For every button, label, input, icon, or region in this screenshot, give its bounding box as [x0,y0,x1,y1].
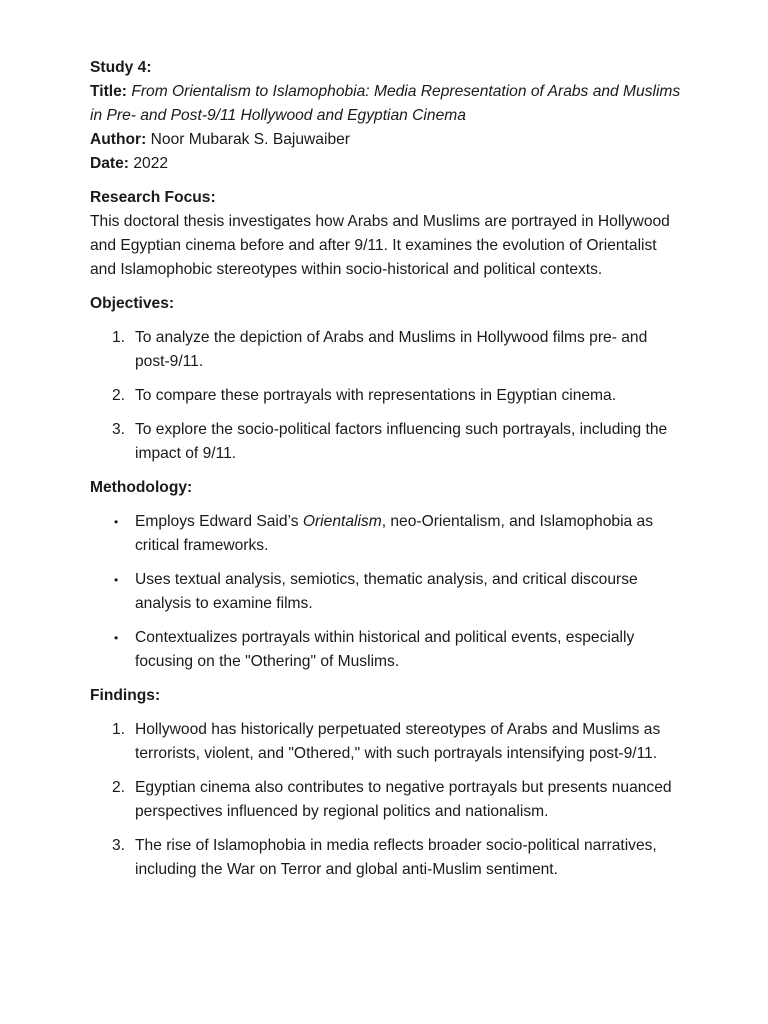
methodology-text: Contextualizes portrayals within historical and political events, especially focusing on the "Othering" of Muslims. [135,629,635,670]
methodology-text: Uses textual analysis, semiotics, thematic analysis, and critical discourse analysis to examine films. [135,571,638,612]
objective-number: 3. [112,421,126,438]
research-focus-text: This doctoral thesis investigates how Arabs and Muslims are portrayed in Hollywood and Egyptian cinema before and after 9/11. It examines the evolution of Orientalist and Islamophobic stereotypes within socio-historical and political contexts. [90,213,670,278]
methodology-item [90,626,685,674]
finding-number: 2. [112,779,126,796]
finding-text: Hollywood has historically perpetuated stereotypes of Arabs and Muslims as terrorists, violent, and "Othered," with such portrayals intensifying post-9/11. [135,721,661,762]
finding-number: 1. [112,721,126,738]
finding-text: The rise of Islamophobia in media reflects broader socio-political narratives, including the War on Terror and global anti-Muslim sentiment. [135,837,657,878]
research-focus-heading: Research Focus: [90,189,216,206]
methodology-text-pre: Employs Edward Said’s [135,513,303,530]
bullet-icon: • [114,573,119,587]
title-label: Title: [90,83,127,100]
methodology-item [90,568,685,616]
author-line [90,128,685,152]
methodology-text-italic: Orientalism [302,513,382,530]
objective-text: To analyze the depiction of Arabs and Muslims in Hollywood films pre- and post-9/11. [135,329,648,370]
objective-item [90,384,685,408]
study-heading: Study 4: [90,59,152,76]
finding-number: 3. [112,837,126,854]
document-page [90,56,685,882]
author-label: Author: [90,131,147,148]
objective-item [90,418,685,466]
objective-number: 2. [112,387,126,404]
title-line [90,80,685,128]
objectives-list [90,326,685,466]
finding-item [90,776,685,824]
date-text: 2022 [133,155,169,172]
methodology-text-post: , neo-Orientalism, and Islamophobia as critical frameworks. [135,513,654,554]
findings-heading: Findings: [90,687,161,704]
objective-number: 1. [112,329,126,346]
date-label: Date: [90,155,129,172]
objective-text: To explore the socio-political factors influencing such portrayals, including the impact of 9/11. [135,421,668,462]
methodology-heading: Methodology: [90,479,193,496]
methodology-item [90,510,685,558]
objective-text: To compare these portrayals with representations in Egyptian cinema. [135,387,617,404]
finding-text: Egyptian cinema also contributes to negative portrayals but presents nuanced perspectives influenced by regional politics and nationalism. [135,779,672,820]
objectives-heading: Objectives: [90,295,175,312]
bullet-icon: • [114,631,119,645]
methodology-list [90,510,685,674]
title-text: From Orientalism to Islamophobia: Media Representation of Arabs and Muslims in Pre- and Post-9/11 Hollywood and Egyptian Cinema [90,83,681,124]
finding-item [90,834,685,882]
bullet-icon: • [114,515,119,529]
findings-list [90,718,685,882]
author-text: Noor Mubarak S. Bajuwaiber [150,131,350,148]
date-line [90,152,685,176]
objective-item [90,326,685,374]
finding-item [90,718,685,766]
